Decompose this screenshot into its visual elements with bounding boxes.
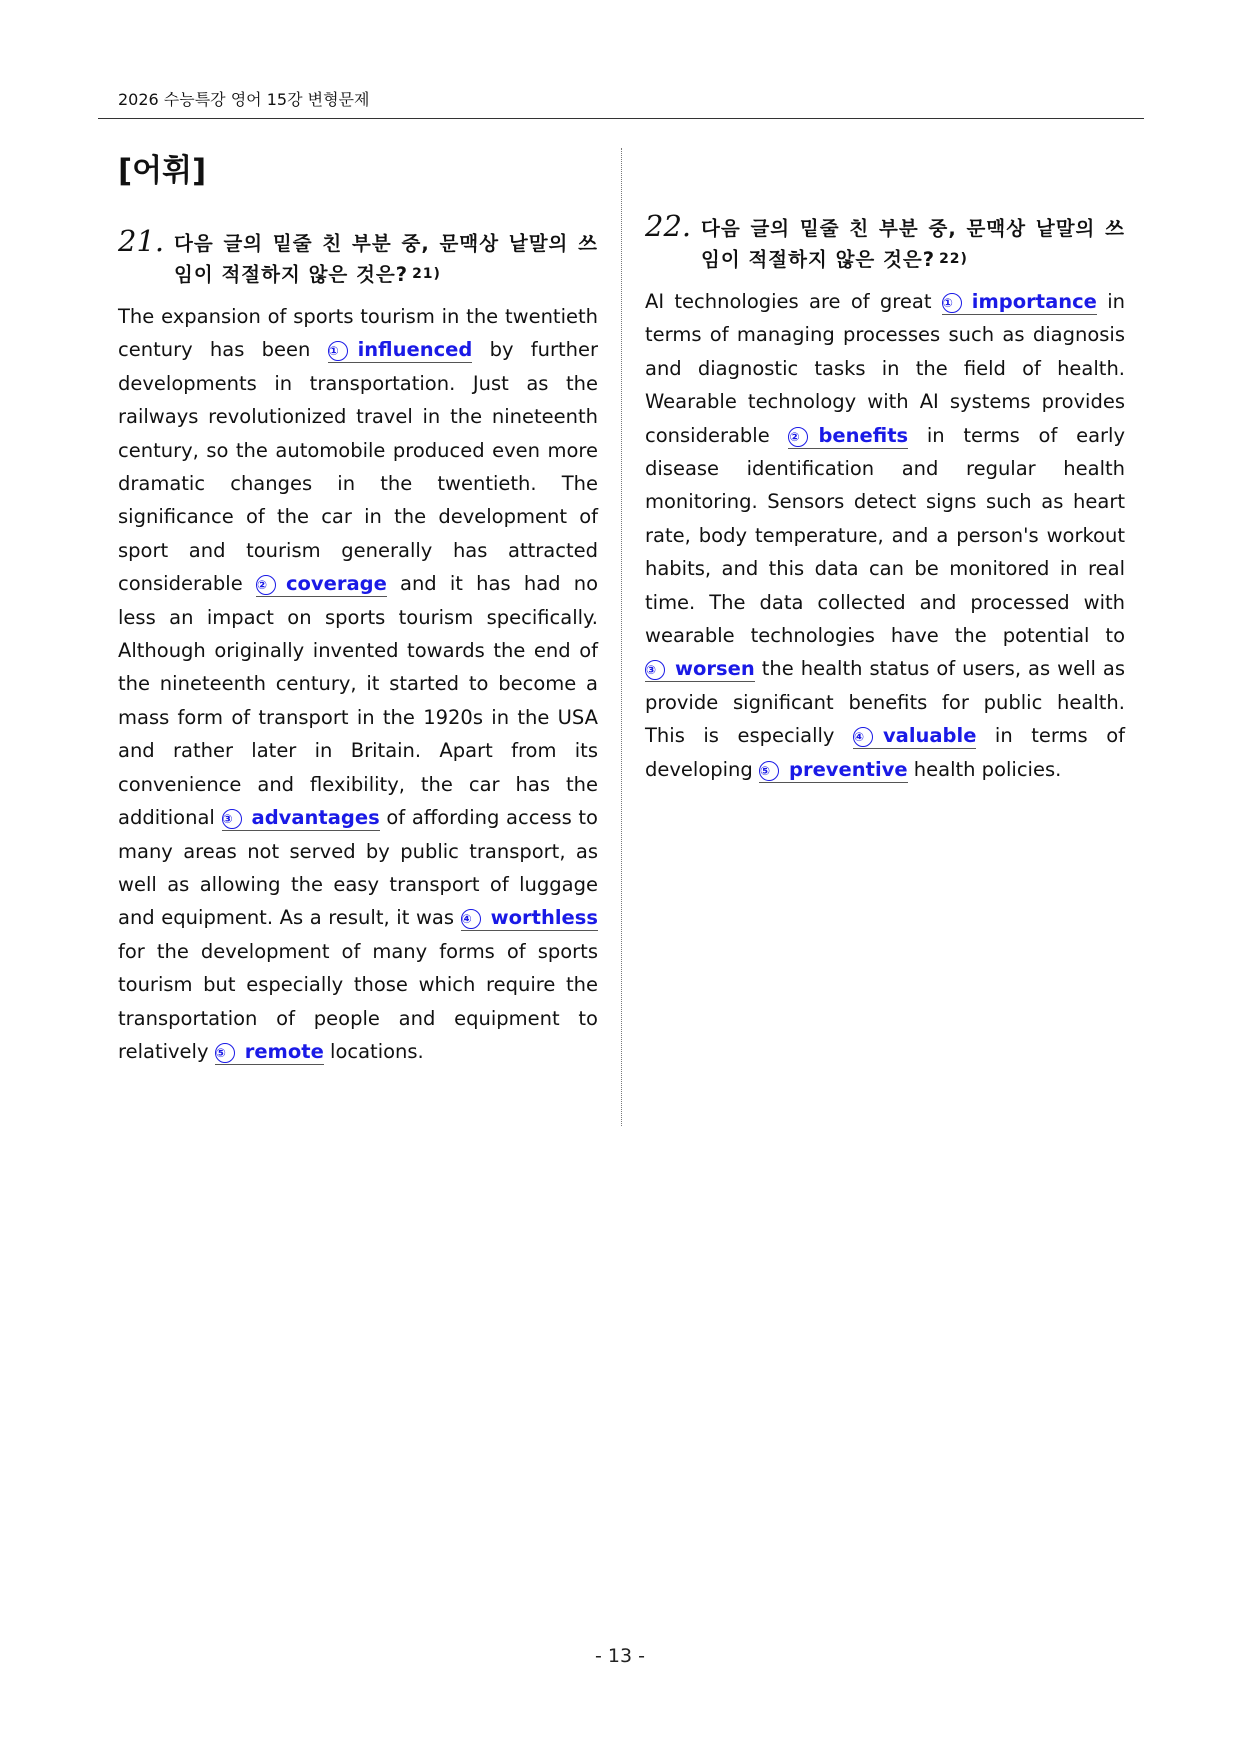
question-number: 22. (645, 209, 692, 243)
passage-segment: the health status of users, as well as provide significant benefits for public health. This is especially (645, 657, 1125, 748)
underlined-choice (645, 657, 755, 682)
passage-segment: The expansion of sports tourism in the twentieth century has been (118, 305, 598, 362)
underlined-choice (461, 906, 598, 931)
passage-segment: for the development of many forms of sports tourism but especially those which require the transportation of people and equipment to relatively (118, 939, 598, 1063)
footnote-ref: 21) (412, 266, 441, 282)
page-number: - 13 - (595, 1645, 645, 1667)
choice-word: advantages (251, 806, 380, 830)
underlined-choice (942, 290, 1097, 315)
question-21 (118, 224, 599, 1068)
passage-segment: and it has had no less an impact on sports tourism specifically. Although originally invented towards the end of the nineteenth century, it started to become a mass form of transport in the 1920s in the USA and rather later in Britain. Apart from its convenience and flexibility, the car has the additional (118, 572, 599, 830)
choice-number: ④ (853, 727, 873, 747)
footnote-ref: 22) (939, 251, 968, 267)
question-prompt (174, 228, 598, 290)
question-prompt-text: 다음 글의 밑줄 친 부분 중, 문맥상 낱말의 쓰임이 적절하지 않은 것은? (701, 217, 1125, 271)
passage-segment: of affording access to many areas not served by public transport, as well as allowing the easy transport of luggage and equipment. As a result, it was (118, 806, 598, 930)
question-prompt-text: 다음 글의 밑줄 친 부분 중, 문맥상 낱말의 쓰임이 적절하지 않은 것은? (174, 232, 598, 286)
choice-number: ① (942, 293, 962, 313)
choice-number: ③ (222, 809, 242, 829)
question-number: 21. (118, 224, 165, 258)
underlined-choice (256, 572, 387, 597)
question-header (645, 209, 1125, 275)
column-divider (621, 148, 622, 1126)
choice-word: benefits (818, 423, 909, 447)
passage-text (118, 300, 598, 1068)
underlined-choice (215, 1040, 324, 1065)
passage-segment: in terms of managing processes such as diagnosis and diagnostic tasks in the field of health. Wearable technology with AI systems provides considerable (645, 290, 1125, 447)
passage-segment: in terms of early disease identification and regular health monitoring. Sensors detect signs such as heart rate, body temperature, and a person's workout habits, and this data can be monitored in real time. The data collected and processed with wearable technologies have the potential to (645, 423, 1125, 648)
choice-word: remote (244, 1039, 324, 1063)
section-title: [어휘] (118, 153, 207, 189)
passage-text (645, 285, 1125, 786)
underlined-choice (759, 758, 908, 783)
underlined-choice (328, 338, 473, 363)
choice-word: worsen (675, 657, 755, 681)
passage-segment: locations. (323, 1039, 424, 1063)
question-22 (645, 209, 1125, 786)
choice-number: ① (328, 341, 348, 361)
choice-word: valuable (882, 724, 977, 748)
passage-segment: in terms of developing (645, 724, 1125, 781)
choice-word: importance (971, 290, 1097, 313)
passage-segment: AI technologies are of great (645, 290, 942, 313)
choice-number: ② (256, 575, 276, 595)
header-divider (98, 118, 1144, 119)
underlined-choice (222, 806, 380, 831)
choice-number: ② (788, 427, 808, 447)
question-header (118, 224, 598, 290)
choice-number: ⑤ (759, 761, 779, 781)
choice-number: ③ (645, 660, 665, 680)
underlined-choice (788, 424, 908, 449)
choice-word: influenced (357, 338, 473, 362)
choice-word: preventive (789, 757, 908, 781)
choice-number: ④ (461, 909, 481, 929)
question-prompt (701, 213, 1125, 275)
choice-word: worthless (490, 906, 598, 930)
choice-word: coverage (285, 572, 387, 596)
underlined-choice (853, 724, 976, 749)
passage-segment: by further developments in transportation. Just as the railways revolutionized travel in the nineteenth century, so the automobile produced even more dramatic changes in the twentieth. The significance of the car in the development of sport and tourism generally has attracted considerable (118, 338, 599, 596)
passage-segment: health policies. (907, 757, 1062, 781)
choice-number: ⑤ (215, 1043, 235, 1063)
document-header: 2026 수능특강 영어 15강 변형문제 (118, 90, 370, 109)
